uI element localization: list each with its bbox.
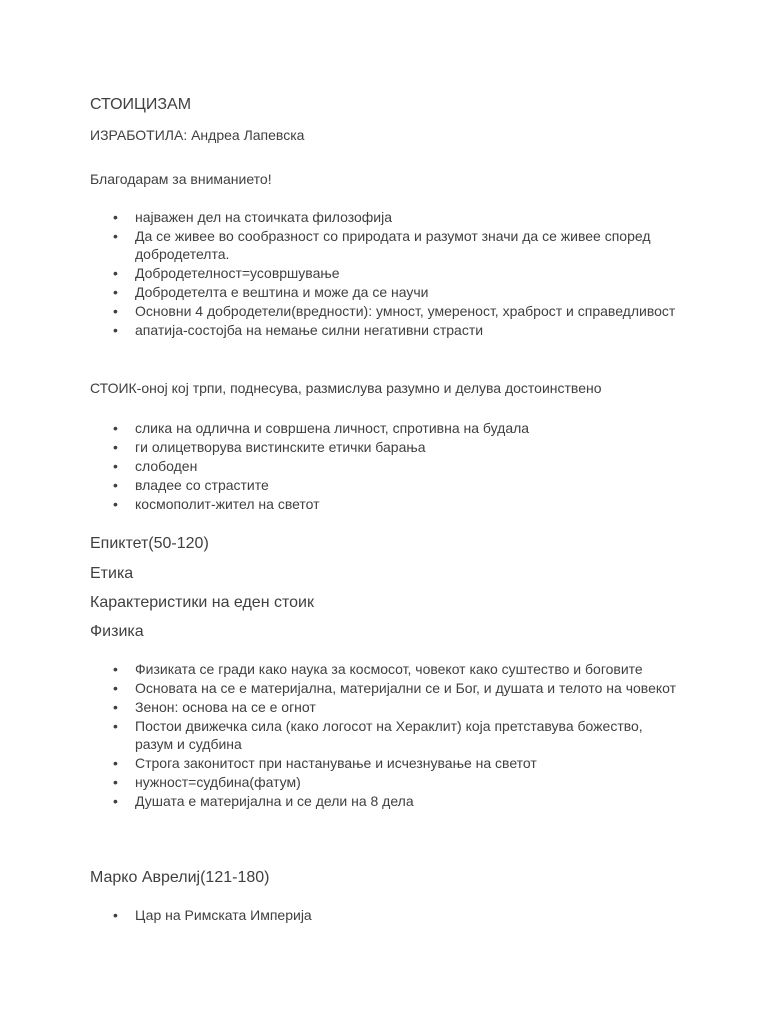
list-item [0, 438, 768, 456]
bullet-icon: • [113, 699, 118, 715]
thanks-line: Благодарам за вниманието! [90, 171, 272, 187]
list-item [0, 717, 768, 753]
document-title: СТОИЦИЗАМ [90, 96, 192, 113]
stoicism-principles-list [0, 208, 768, 340]
list-item-text: апатија-состојба на немање силни негативни страсти [135, 322, 484, 338]
bullet-icon: • [113, 718, 118, 734]
list-item [0, 321, 768, 339]
bullet-icon: • [113, 774, 118, 790]
list-item-text: Физиката се гради како наука за космосот, човекот како суштество и боговите [135, 661, 643, 677]
list-item-text: Душата е материјална и се дели на 8 дела [135, 793, 414, 809]
physics-list [0, 660, 768, 811]
list-item-text: Зенон: основа на се е огнот [135, 699, 316, 715]
bullet-icon: • [113, 228, 118, 244]
heading-epictetus: Епиктет(50-120) [90, 535, 209, 552]
list-item-text: Добродетелност=усовршување [135, 265, 340, 281]
bullet-icon: • [113, 661, 118, 677]
marcus-aurelius-list [0, 906, 768, 925]
list-item-text: Основни 4 добродетели(вредности): умност, умереност, храброст и справедливост [135, 303, 676, 319]
list-item-text: космополит-жител на светот [135, 496, 320, 512]
list-item-text: владее со страстите [135, 477, 269, 493]
list-item [0, 283, 768, 301]
stoic-definition: СТОИК-оној кој трпи, поднесува, размислува разумно и делува достоинствено [90, 380, 602, 396]
list-item-text: Добродетелта е вештина и може да се научи [135, 284, 429, 300]
list-item [0, 754, 768, 772]
list-item [0, 698, 768, 716]
bullet-icon: • [113, 303, 118, 319]
list-item [0, 419, 768, 437]
list-item [0, 679, 768, 697]
list-item [0, 495, 768, 513]
bullet-icon: • [113, 477, 118, 493]
bullet-icon: • [113, 680, 118, 696]
list-item [0, 264, 768, 282]
list-item-text: слободен [135, 458, 198, 474]
bullet-icon: • [113, 496, 118, 512]
bullet-icon: • [113, 755, 118, 771]
list-item [0, 792, 768, 810]
list-item [0, 476, 768, 494]
author-line: ИЗРАБОТИЛА: Андреа Лапевска [90, 127, 305, 143]
heading-ethics: Етика [90, 565, 134, 582]
list-item [0, 208, 768, 226]
heading-physics: Физика [90, 623, 144, 640]
heading-marcus-aurelius: Марко Аврелиј(121-180) [90, 869, 270, 886]
bullet-icon: • [113, 458, 118, 474]
bullet-icon: • [113, 793, 118, 809]
bullet-icon: • [113, 907, 118, 923]
bullet-icon: • [113, 284, 118, 300]
bullet-icon: • [113, 420, 118, 436]
list-item [0, 660, 768, 678]
list-item [0, 773, 768, 791]
list-item-text: Основата на се е материјална, материјални се и Бог, и душата и телото на човекот [135, 680, 677, 696]
list-item-text: ги олицетворува вистинските етички барања [135, 439, 426, 455]
list-item-text: Цар на Римската Империја [135, 907, 312, 923]
bullet-icon: • [113, 265, 118, 281]
list-item [0, 906, 768, 924]
list-item [0, 302, 768, 320]
stoic-traits-list [0, 419, 768, 514]
bullet-icon: • [113, 209, 118, 225]
list-item-text: слика на одлична и совршена личност, спротивна на будала [135, 420, 530, 436]
list-item-text: најважен дел на стоичката филозофија [135, 209, 392, 225]
list-item-text: нужност=судбина(фатум) [135, 774, 301, 790]
bullet-icon: • [113, 439, 118, 455]
list-item-text: Да се живее во сообразност со природата и разумот значи да се живее според добродетелта. [135, 228, 651, 262]
heading-characteristics: Карактеристики на еден стоик [90, 594, 314, 611]
list-item-text: Строга законитост при настанување и исчезнување на светот [135, 755, 537, 771]
list-item [0, 227, 768, 263]
list-item-text: Постои движечка сила (како логосот на Хераклит) која претставува божество, разум и судбина [135, 718, 643, 752]
bullet-icon: • [113, 322, 118, 338]
list-item [0, 457, 768, 475]
